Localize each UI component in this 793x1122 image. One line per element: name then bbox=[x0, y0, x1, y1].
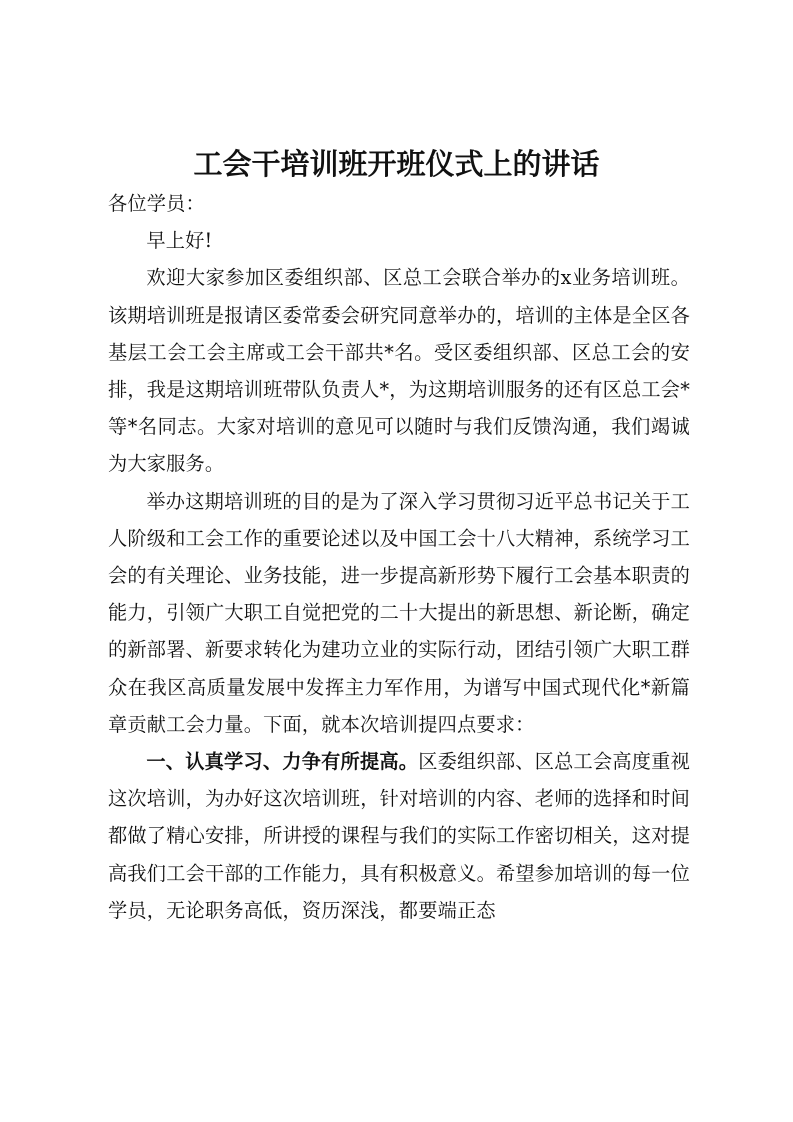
paragraph-welcome: 欢迎大家参加区委组织部、区总工会联合举办的x业务培训班。该期培训班是报请区委常委会研究同意举办的，培训的主体是全区各基层工会工会主席或工会干部共*名。受区委组织部、区总工会的安排，我是这期培训班带队负责人*，为这期培训服务的还有区总工会*等*名同志。大家对培训的意见可以随时与我们反馈沟通，我们竭诚为大家服务。 bbox=[108, 266, 690, 476]
paragraph-purpose: 举办这期培训班的目的是为了深入学习贯彻习近平总书记关于工人阶级和工会工作的重要论述以及中国工会十八大精神，系统学习工会的有关理论、业务技能，进一步提高新形势下履行工会基本职责的能力，引领广大职工自觉把党的二十大提出的新思想、新论断，确定的新部署、新要求转化为建功立业的实际行动，团结引领广大职工群众在我区高质量发展中发挥主力军作用，为谱写中国式现代化*新篇章贡献工会力量。下面，就本次培训提四点要求： bbox=[108, 489, 690, 736]
document-body bbox=[108, 185, 690, 929]
document-title: 工会干培训班开班仪式上的讲话 bbox=[193, 147, 600, 181]
salutation: 各位学员： bbox=[108, 192, 205, 215]
greeting: 早上好! bbox=[146, 229, 213, 253]
section-1-heading: 一、认真学习、力争有所提高。 bbox=[146, 750, 419, 774]
section-1-text: 区委组织部、区总工会高度重视这次培训，为办好这次培训班，针对培训的内容、老师的选择和时间都做了精心安排，所讲授的课程与我们的实际工作密切相关，这对提高我们工会干部的工作能力，具有积极意义。希望参加培训的每一位学员，无论职务高低，资历深浅，都要端正态 bbox=[108, 750, 690, 922]
paragraph-section-1 bbox=[108, 743, 690, 929]
